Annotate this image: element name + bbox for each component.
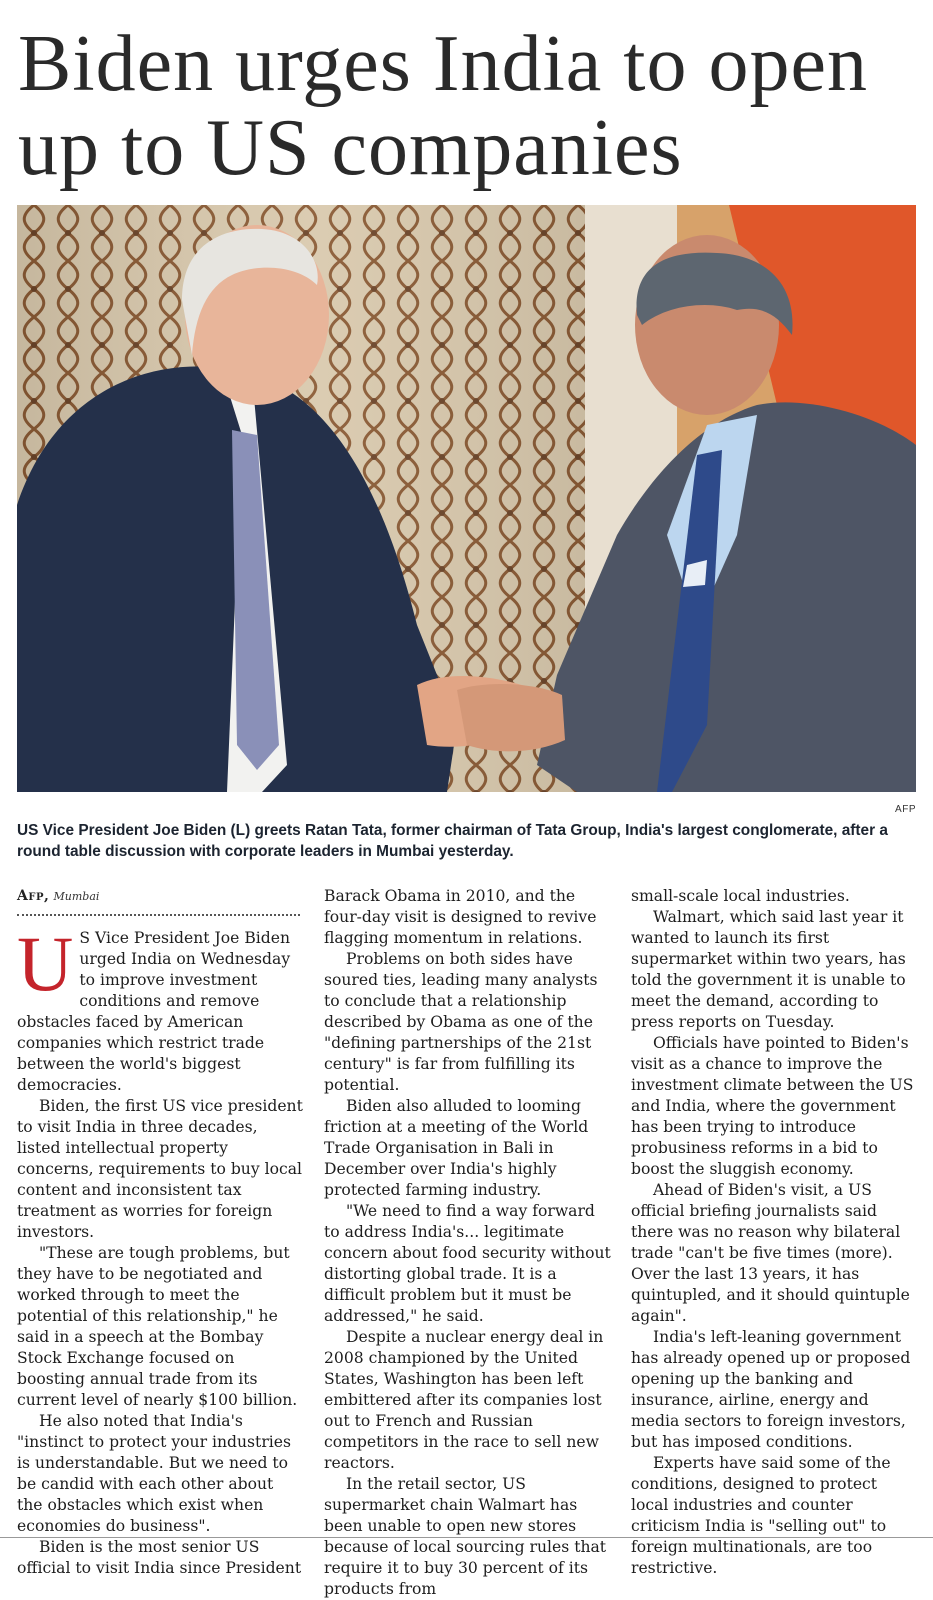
article-paragraph-continued: small-scale local industries.: [631, 887, 850, 905]
news-photo: [17, 205, 916, 792]
article-paragraph: Officials have pointed to Biden's visit as a chance to improve the investment climate between the US and India, where the government has been trying to introduce probusiness reforms in a bid to boost the sluggish economy.: [631, 1034, 914, 1178]
article-paragraph: India's left-leaning government has already opened up or proposed opening up the banking and insurance, airline, energy and media sectors to foreign investors, but has imposed conditions.: [631, 1328, 911, 1451]
byline: [17, 888, 99, 904]
article-paragraph: Biden, the first US vice president to visit India in three decades, listed intellectual property concerns, requirements to buy local content and inconsistent tax treatment as worries for foreign investors.: [17, 1097, 303, 1241]
article-lead: [17, 920, 303, 1096]
article-paragraph: Despite a nuclear energy deal in 2008 championed by the United States, Washington has been left embittered after its companies lost out to French and Russian competitors in the race to sell new reactors.: [324, 1328, 604, 1472]
byline-divider: [17, 914, 300, 916]
byline-location: Mumbai: [53, 890, 100, 903]
photo-caption: US Vice President Joe Biden (L) greets Ratan Tata, former chairman of Tata Group, India's largest conglomerate, after a round table discussion with corporate leaders in Mumbai yesterday.: [17, 822, 888, 860]
article-paragraph: Biden is the most senior US official to visit India since President: [17, 1538, 302, 1577]
article-column-1: [17, 920, 303, 1579]
article-paragraph: He also noted that India's "instinct to protect your industries is understandable. But we need to be candid with each other about the obstacles which exist when economies do business".: [17, 1412, 291, 1535]
byline-agency: Afp,: [17, 888, 50, 904]
handshake-photo-illustration: [17, 205, 916, 792]
article-paragraph: Ahead of Biden's visit, a US official briefing journalists said there was no reason why bilateral trade "can't be five times (more). Over the last 13 years, it has quintupled, and it should quintuple again".: [631, 1181, 910, 1325]
lead-text: S Vice President Joe Biden urged India on Wednesday to improve investment conditions and remove obstacles faced by American companies which restrict trade between the world's biggest democracies.: [17, 929, 291, 1094]
headline: Biden urges India to open up to US companies: [18, 20, 869, 192]
article-paragraph: "We need to find a way forward to address India's... legitimate concern about food security without distorting global trade. It is a difficult problem but it must be addressed," he said.: [324, 1202, 611, 1325]
article-paragraph: Experts have said some of the conditions, designed to protect local industries and counter criticism India is "selling out" to foreign multinationals, are too restrictive.: [631, 1454, 891, 1577]
article-paragraph: Problems on both sides have soured ties, leading many analysts to conclude that a relationship described by Obama as one of the "defining partnerships of the 21st century" is far from fulfilling its potential.: [324, 950, 598, 1094]
article-paragraph: In the retail sector, US supermarket chain Walmart has been unable to open new stores because of local sourcing rules that require it to buy 30 percent of its products from: [324, 1475, 607, 1598]
article-column-3: [631, 886, 919, 1579]
article-paragraph-continued: Barack Obama in 2010, and the four-day visit is designed to revive flagging momentum in relations.: [324, 887, 597, 947]
article-column-2: [324, 886, 612, 1600]
article-paragraph: Walmart, which said last year it wanted to launch its first supermarket within two years, has told the government it is unable to meet the demand, according to press reports on Tuesday.: [631, 908, 906, 1031]
article-paragraph: Biden also alluded to looming friction at a meeting of the World Trade Organisation in Bali in December over India's highly protected farming industry.: [324, 1097, 589, 1199]
photo-credit: AFP: [895, 804, 916, 815]
drop-cap: U: [17, 920, 74, 1007]
page-bottom-rule: [0, 1537, 933, 1538]
article-paragraph: "These are tough problems, but they have to be negotiated and worked through to meet the potential of this relationship," he said in a speech at the Bombay Stock Exchange focused on boosting annual trade from its current level of nearly $100 billion.: [17, 1244, 298, 1409]
